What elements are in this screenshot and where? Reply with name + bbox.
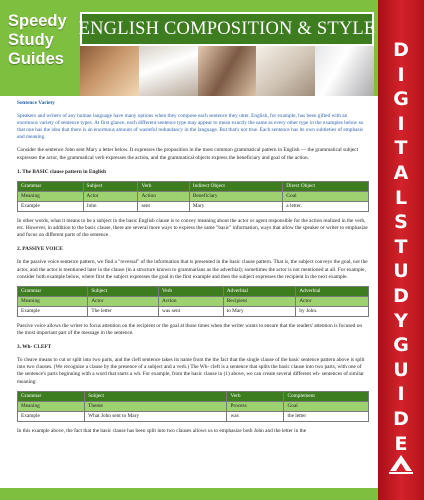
table-cell: Adverbial: [296, 286, 369, 296]
table-cell: a letter.: [283, 201, 369, 211]
table-row: [18, 201, 369, 211]
table-cell: Grammar: [18, 391, 85, 401]
spine-letter: I: [397, 383, 405, 406]
spine-letter: T: [394, 137, 408, 160]
spine-letter: D: [393, 407, 409, 430]
table-cell: Example: [18, 306, 88, 316]
spine-letter: T: [394, 235, 408, 258]
document-body: [17, 100, 369, 435]
table-passive-voice: [17, 286, 369, 317]
table-basic-clause: [17, 181, 369, 212]
table-cell: Actor: [296, 296, 369, 306]
table-cell: Theme: [85, 401, 227, 411]
table-header-row: [18, 391, 369, 401]
spine-letter: D: [393, 284, 409, 307]
heading-wh-cleft: 3. Wh- CLEFT: [17, 344, 52, 351]
table-cell: John: [83, 201, 138, 211]
table-cell: Verb: [227, 391, 284, 401]
spine-letter: S: [394, 211, 408, 234]
table-cell: Action: [159, 296, 224, 306]
table-cell: to Mary: [223, 306, 296, 316]
table-row: [18, 306, 369, 316]
table-cell: Grammar: [18, 286, 88, 296]
spine-title: [378, 38, 424, 456]
table-cell: The letter: [88, 306, 159, 316]
table-cell: Subject: [83, 181, 138, 191]
table-cell: What John sent to Mary: [85, 411, 227, 421]
table-cell: was: [227, 411, 284, 421]
table-cell: Actor: [83, 191, 138, 201]
speedy-publishing-icon: [387, 452, 415, 476]
table-cell: Meaning: [18, 296, 88, 306]
spine-letter: G: [393, 334, 409, 357]
digital-study-guide-spine: [378, 0, 424, 500]
spine-letter: L: [394, 186, 408, 209]
spine-letter: U: [393, 358, 409, 381]
photo-fountain-pen: [315, 46, 374, 96]
paragraph-2: In other words, what it means to be a subject in the basic English clause is to convey meaning about the actor or agent responsible for the action realized in the verb, etc. However, in addition to the basic clause, there are several more ways to express the same "basic" information, ways that allow the speaker or writer to emphasize and focus on different parts of the sentence.: [17, 218, 368, 239]
logo-line-3: Guides: [8, 50, 64, 68]
spine-letter: G: [393, 88, 409, 111]
table-cell: Verb: [138, 181, 189, 191]
heading-basic-clause: 1. The BASIC clause pattern in English: [17, 168, 106, 175]
table-cell: Meaning: [18, 191, 84, 201]
heading-passive-voice: 2. PASSIVE VOICE: [17, 246, 63, 253]
table-cell: sent: [138, 201, 189, 211]
title-bar: [80, 12, 374, 46]
spine-letter: I: [397, 63, 405, 86]
page-title: ENGLISH COMPOSITION & STYLE: [78, 18, 376, 39]
cover-header: [0, 0, 378, 96]
bottom-strip: [0, 488, 378, 500]
photo-pen-paper: [256, 46, 315, 96]
photo-strip: [80, 46, 374, 96]
table-cell: Beneficiary: [189, 191, 282, 201]
spine-letter: Y: [394, 309, 408, 332]
photo-notebook: [139, 46, 198, 96]
table-cell: by John.: [296, 306, 369, 316]
table-cell: Goal: [283, 191, 369, 201]
table-cell: Actor: [88, 296, 159, 306]
table-cell: Complement: [284, 391, 369, 401]
table-cell: Grammar: [18, 181, 84, 191]
paragraph-1: Consider the sentence John sent Mary a letter below. It expresses the proposition in the most common grammatical pattern in English — the grammatical subject expresses the actor, the grammatical verb expresses the action, and the grammatical objects express the beneficiary and goal of the action.: [17, 147, 359, 161]
table-wh-cleft: [17, 391, 369, 422]
paragraph-4: Passive voice allows the writer to focus attention on the recipient or the goal at those times when the writer wants to ensure that the readers' attention is focused on the most important part of the message in the sentence.: [17, 322, 363, 337]
table-cell: Mary: [189, 201, 282, 211]
spine-letter: I: [397, 112, 405, 135]
table-cell: Process: [227, 401, 284, 411]
table-row: [18, 401, 369, 411]
table-header-row: [18, 286, 369, 296]
paragraph-5: To cleave means to cut or split into two parts, and the cleft sentence takes its name from the the fact that the single clause of the basic sentence pattern above is split into two clauses. (We recognize a clause by the presence of a subject and a verb.) The Wh- cleft is a sentence that splits the basic clause into two parts, with one of the sentence's parts beginning with a word that starts a wh. For example, from the basic clause in (1) above, we can create several different wh- sentences of similar meaning:: [17, 357, 365, 385]
paragraph-3: In the passive voice sentence pattern, we find a "reversal" of the information that is presented in the basic clause pattern. That is, the subject conveys the goal, not the actor, and the actor is mentioned later in the clause (in a structure known to grammarians as the adverbial); sometimes the actor is not mentioned at all. For example, consider both example below, where first the subject expresses the goal in the first example and then the subject expresses the recipient in the next example.: [17, 259, 368, 280]
table-cell: Indirect Object: [189, 181, 282, 191]
paragraph-6: In this example above, the fact that the basic clause has been split into two clauses allows us to emphasize both John and the letter in the: [17, 427, 307, 434]
table-cell: Adverbial: [223, 286, 296, 296]
intro-paragraph: Speakers and writers of any human language have many options when they compose each sentence they utter. English, for example, has been gifted with an enormous variety of sentence types. At first glance, each different sentence type may appear to mean exactly the same as every other type in the examples below so that one has the idea that there is an enormous amount of wasteful redundancy in the language. But that's not true. Each sentence has its own subtleties of emphasis and meaning.: [17, 113, 364, 141]
table-cell: Meaning: [18, 401, 85, 411]
table-cell: Direct Object: [283, 181, 369, 191]
photo-student-writing: [198, 46, 257, 96]
table-cell: Example: [18, 411, 85, 421]
table-header-row: [18, 181, 369, 191]
table-cell: Subject: [85, 391, 227, 401]
table-cell: Action: [138, 191, 189, 201]
photo-writing-hand: [80, 46, 139, 96]
logo-line-2: Study: [8, 31, 54, 49]
table-cell: Example: [18, 201, 84, 211]
table-cell: Recipient: [223, 296, 296, 306]
section-title: Sentence Variety: [17, 100, 55, 106]
table-cell: was sent: [159, 306, 224, 316]
table-cell: the letter: [284, 411, 369, 421]
table-row: [18, 296, 369, 306]
logo-line-1: Speedy: [8, 12, 67, 30]
spine-letter: U: [393, 260, 409, 283]
table-cell: Verb: [159, 286, 224, 296]
table-row: [18, 411, 369, 421]
table-cell: Goal: [284, 401, 369, 411]
spine-letter: E: [394, 432, 408, 455]
spine-letter: D: [393, 39, 409, 61]
spine-letter: A: [393, 161, 409, 184]
table-row: [18, 191, 369, 201]
table-cell: Subject: [88, 286, 159, 296]
